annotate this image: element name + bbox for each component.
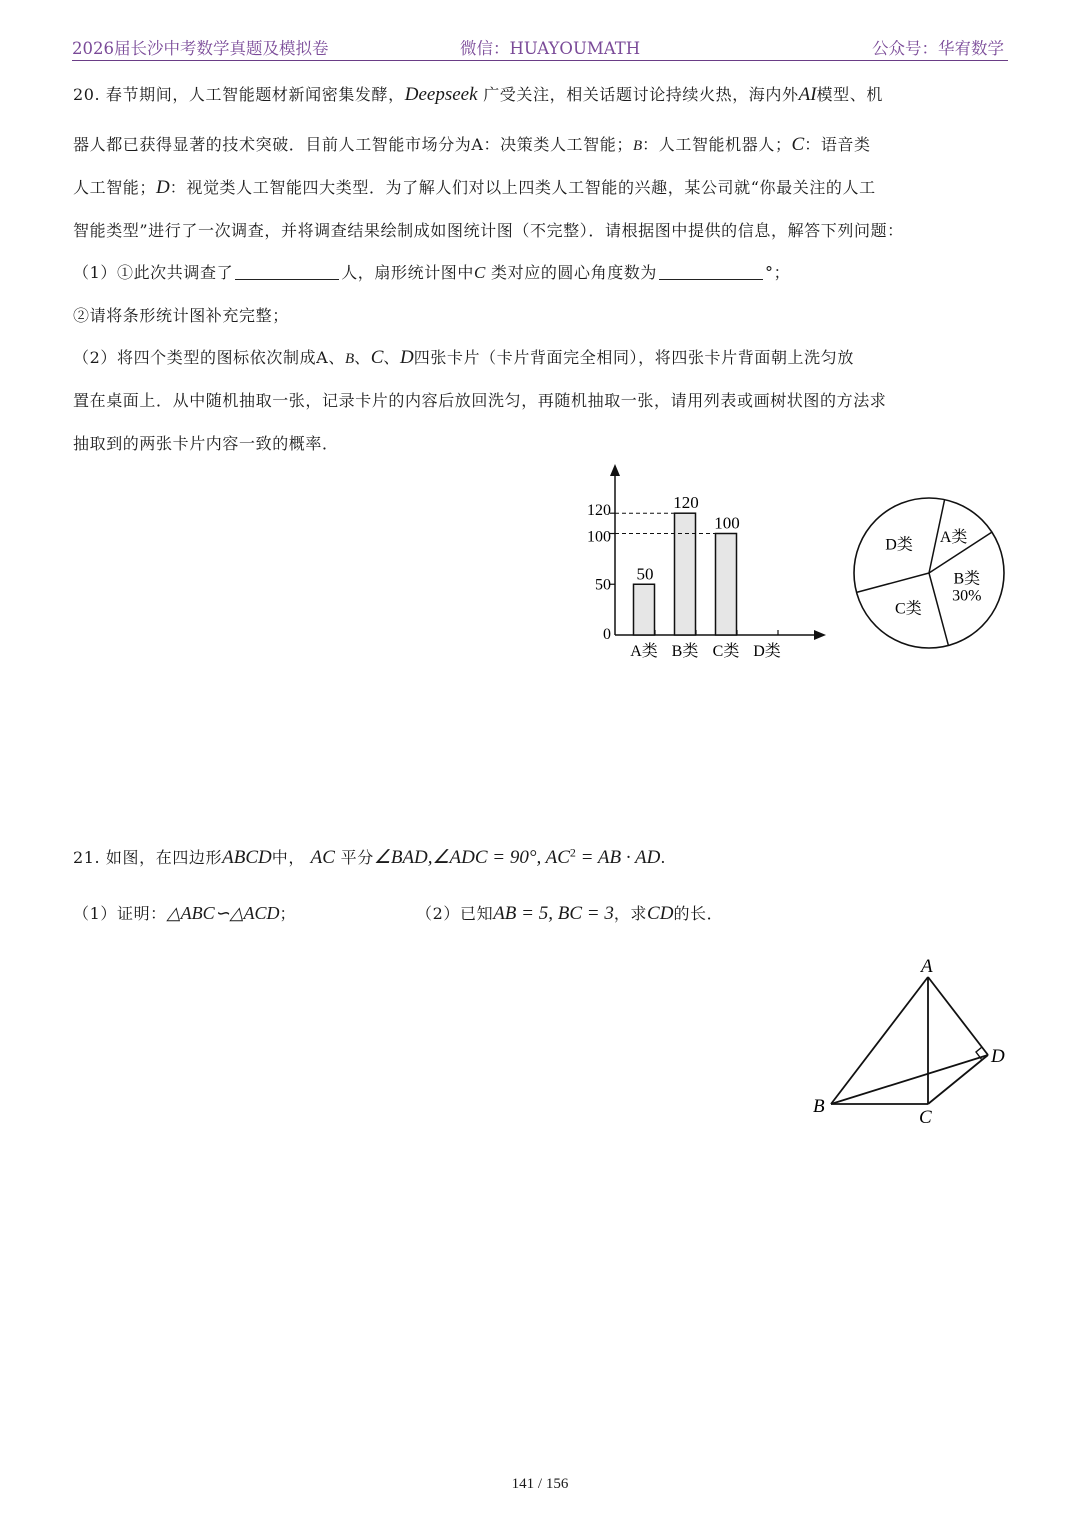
q20-text: 20. 春节期间，人工智能题材新闻密集发酵， (73, 85, 405, 104)
q21-condition: ∠BAD,∠ADC = 90°, AC (373, 847, 570, 868)
q21-given: AB = 5, BC = 3 (493, 903, 614, 924)
q21-line-1 (73, 845, 666, 869)
y-axis-arrow (610, 464, 620, 476)
q21-square: 2 (569, 845, 576, 860)
q20-var-c: C (370, 347, 384, 368)
q20-text: 、 (354, 348, 371, 367)
pie-slice-percent: 30% (952, 587, 982, 605)
q20-var-d: D (156, 177, 170, 198)
pie-slice-label: B类 (953, 570, 981, 588)
quadrilateral-figure (805, 952, 1020, 1132)
pie-slice-label: A类 (939, 529, 968, 547)
q20-text: °； (765, 263, 791, 282)
segment-ad (928, 977, 988, 1055)
q20-var-c: C (791, 134, 805, 155)
answer-blank-angle[interactable] (659, 263, 763, 280)
q20-text: 广受关注，相关话题讨论持续火热，海内外 (483, 85, 799, 104)
q21-ac: AC (310, 847, 335, 868)
header-title: 2026届长沙中考数学真题及模拟卷 (72, 39, 329, 58)
segment-ab (831, 977, 928, 1104)
q21-quad: ABCD (222, 847, 272, 868)
pie-slice-label: D类 (885, 536, 913, 554)
q20-text: （1）①此次共调查了 (73, 263, 234, 282)
q20-text: 模型、机 (816, 85, 883, 104)
label-c: C (919, 1107, 932, 1128)
page-number: 141 / 156 (511, 1476, 569, 1492)
bar-data-label: 50 (636, 564, 654, 584)
q20-line-6: ②请将条形统计图补充完整； (73, 306, 289, 325)
q20-line-3 (73, 175, 876, 199)
q21-condition-rhs: = AB · AD (575, 847, 661, 868)
q20-var-b: B (632, 138, 643, 154)
q20-text: 四张卡片（卡片背面完全相同），将四张卡片背面朝上洗匀放 (413, 348, 854, 367)
y-tick-label: 100 (587, 528, 611, 546)
q20-text: ：视觉类人工智能四大类型．为了解人们对以上四类人工智能的兴趣，某公司就“你最关注的人工 (169, 178, 876, 197)
q20-line-4: 智能类型”进行了一次调查，并将调查结果绘制成如图统计图（不完整）．请根据图中提供的信息，解答下列问题： (73, 221, 904, 240)
y-tick-label: 50 (595, 576, 611, 594)
q21-text: 平分 (340, 848, 374, 867)
pie-slice-label: C类 (895, 600, 922, 618)
q20-var-d: D (400, 347, 414, 368)
q20-text: ：人工智能机器人； (642, 135, 792, 154)
bar-data-label: 120 (673, 493, 699, 513)
q21-text: （1）证明： (73, 904, 167, 923)
x-tick-label: D类 (753, 643, 781, 660)
bar-chart (570, 460, 840, 670)
q20-line-5 (73, 260, 790, 283)
q21-text: ，求 (613, 904, 648, 923)
q20-text: 人，扇形统计图中 (341, 263, 474, 282)
q20-var-c: C (474, 263, 486, 282)
q21-part-2 (416, 901, 723, 925)
q21-part-1 (73, 901, 296, 924)
q21-text: 21. 如图，在四边形 (73, 848, 223, 867)
q20-text: 人工智能； (73, 178, 157, 197)
q20-text: 器人都已获得显著的技术突破．目前人工智能市场分为A：决策类人工智能； (73, 135, 633, 154)
q21-text: （2）已知 (416, 904, 494, 923)
q20-text: 、 (383, 348, 401, 367)
y-tick-label: 0 (603, 626, 611, 643)
label-b: B (813, 1096, 825, 1117)
q20-deepseek: Deepseek (404, 84, 478, 105)
segment-bd (831, 1055, 988, 1104)
q20-var-b: B (344, 351, 355, 367)
q21-cd: CD (647, 903, 674, 924)
q20-text: （2）将四个类型的图标依次制成A、 (73, 348, 345, 367)
bar-3 (716, 534, 737, 636)
q20-line-2 (73, 132, 871, 156)
q20-line-8: 置在桌面上．从中随机抽取一张，记录卡片的内容后放回洗匀，再随机抽取一张，请用列表或画树状图的方法求 (73, 391, 887, 410)
label-d: D (991, 1046, 1005, 1067)
x-axis-arrow (814, 630, 826, 640)
q20-line-9: 抽取到的两张卡片内容一致的概率． (73, 434, 339, 453)
q21-text: 的长． (673, 904, 724, 923)
page-header (72, 34, 1008, 61)
q21-text: 中， (271, 848, 305, 867)
bar-1 (634, 584, 655, 635)
q20-text: 类对应的圆心角度数为 (491, 263, 658, 282)
segment-cd (928, 1055, 988, 1104)
q20-text: ：语音类 (804, 135, 871, 154)
y-tick-label: 120 (587, 502, 611, 520)
label-a: A (921, 956, 933, 977)
q20-line-1 (73, 82, 883, 106)
x-tick-label: C类 (712, 643, 740, 660)
q20-line-7 (73, 345, 854, 369)
q21-similar: △ABC∽△ACD (166, 903, 280, 923)
header-wechat: 微信：HUAYOUMATH (460, 39, 641, 58)
x-tick-label: B类 (671, 643, 699, 660)
q21-period: . (660, 848, 667, 867)
header-account: 公众号：华宥数学 (872, 39, 1004, 58)
bar-data-label: 100 (714, 513, 740, 533)
q20-ai: AI (798, 84, 817, 105)
bar-2 (675, 513, 696, 635)
pie-chart (848, 492, 1010, 654)
q21-text: ； (279, 904, 297, 923)
x-tick-label: A类 (630, 643, 658, 660)
answer-blank-total[interactable] (235, 263, 339, 280)
